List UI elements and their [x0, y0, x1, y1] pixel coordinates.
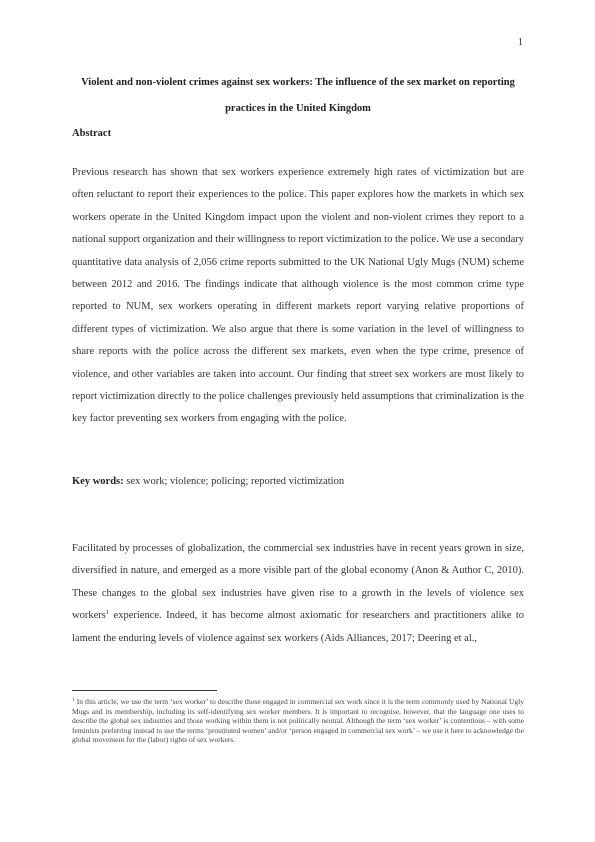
paper-title: Violent and non-violent crimes against sex workers: The influence of the sex market on reporting practices in the United Kingdom — [81, 77, 515, 114]
footnote-separator — [72, 690, 217, 691]
body-paragraph — [72, 538, 524, 650]
footnote-text: In this article, we use the term ‘sex worker’ to describe those engaged in commercial sex work since it is the term commonly used by National Ugly Mugs and its membership, including its self-identifying sex worker members. It is important to recognise, however, that the language one uses to describe the global sex industries and those working within them is not politically neutral. Although the term ‘sex worker’ is contentious – with some feminists preferring instead to use the terms ‘prostituted women’ and/or ‘person engaged in commercial sex work’ – we use it here to acknowledge the global movement for the (labor) rights of sex workers. — [72, 697, 524, 745]
page-number: 1 — [517, 37, 523, 48]
body-text-start: Facilitated by processes of globalization, the commercial sex industries have in recent years grown in size, diversified in nature, and emerged as a more visible part of the global economy (Anon & Author C, 2010). These changes to the global sex industries have given rise to a growth in the levels of violence sex workers — [72, 543, 524, 622]
keywords — [72, 476, 524, 487]
keywords-label: Key words: — [72, 476, 124, 487]
footnote-reference[interactable]: 1 — [105, 609, 110, 617]
footnote-marker: 1 — [72, 697, 75, 703]
body-text-end: experience. Indeed, it has become almost axiomatic for researchers and practitioners alike to lament the enduring levels of violence against sex workers (Aids Alliances, 2017; Deering et al., — [72, 610, 524, 644]
abstract-heading: Abstract — [72, 128, 112, 139]
abstract-text: Previous research has shown that sex workers experience extremely high rates of victimization but are often reluctant to report their experiences to the police. This paper explores how the markets in which sex workers operate in the United Kingdom impact upon the violent and non-violent crimes they report to a national support organization and their willingness to report victimization to the police. We use a secondary quantitative data analysis of 2,056 crime reports submitted to the UK National Ugly Mugs (NUM) scheme between 2012 and 2016. The findings indicate that although violence is the most common crime type reported to NUM, sex workers operating in different markets report varying relative proportions of different types of victimization. We also argue that there is some variation in the level of willingness to share reports with the police across the different sex markets, even when the type crime, presence of violence, and other variables are taken into account. Our finding that street sex workers are most likely to report victimization directly to the police challenges previously held assumptions that criminalization is the key factor preventing sex workers from engaging with the police. — [72, 167, 524, 425]
keywords-text: sex work; violence; policing; reported victimization — [126, 476, 345, 487]
footnote — [72, 697, 524, 745]
